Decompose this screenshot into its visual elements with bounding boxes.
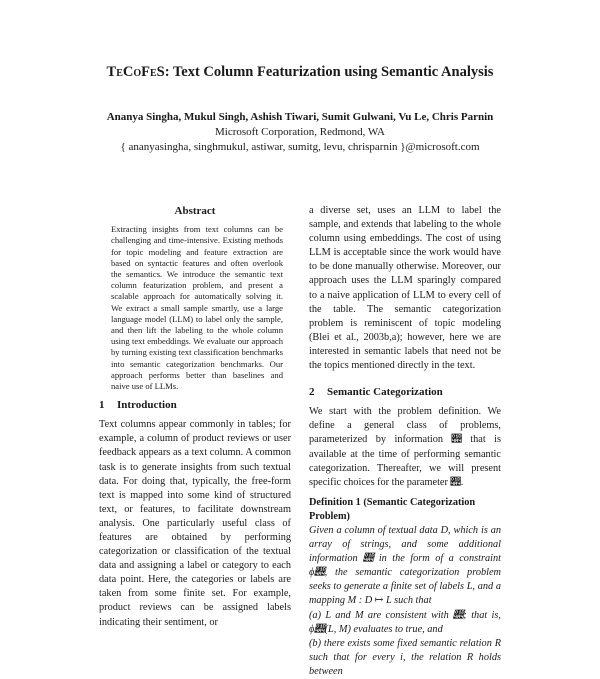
section-1-title: Introduction bbox=[117, 399, 177, 412]
left-column bbox=[99, 204, 291, 630]
abstract-text: Extracting insights from text columns can be challenging and time-intensive. Existing methods for topic modeling and feature extraction are based on syntactic features and often overlook the semantics. We introduce the semantic text column featurization problem, and present a scalable approach for automatically solving it. We extract a small sample smartly, use a large language model (LLM) to label only the sample, and then lift the labeling to the whole column using text embeddings. We evaluate our approach by turning existing text classification benchmarks into semantic categorization benchmarks. Our approach performs better than baselines and naive use of LLMs. bbox=[111, 224, 283, 391]
title-system-name: TeCoFeS bbox=[106, 64, 165, 80]
paper-title bbox=[0, 64, 600, 81]
title-rest: : Text Column Featurization using Semantic Analysis bbox=[164, 64, 494, 80]
section-2-number: 2 bbox=[309, 386, 315, 399]
section-2-paragraph: We start with the problem definition. We define a general class of problems, parameterized by information 𝒤 that is available at the time of performing semantic categorization. Thereafter, we will present specific choices for the parameter 𝒤. bbox=[309, 406, 501, 488]
section-1-number: 1 bbox=[99, 399, 105, 412]
right-column bbox=[309, 204, 501, 679]
definition-condition-b: (b) there exists some fixed semantic relation R such that for every i, the relation R holds between bbox=[309, 637, 501, 677]
abstract-heading: Abstract bbox=[174, 205, 216, 217]
section-2-heading bbox=[309, 385, 501, 399]
definition-body: Given a column of textual data D, which is an array of strings, and some additional information 𝒤 in the form of a constraint ϕ𝒤, the semantic categorization problem seeks to generate a finite set of labels L, and a mapping M : D ↦ L such that bbox=[309, 524, 501, 607]
definition-heading: Definition 1 (Semantic Categorization Problem) bbox=[309, 496, 476, 522]
intro-continued-paragraph: a diverse set, uses an LLM to label the sample, and extends that labeling to the whole column using embeddings. The cost of using LLM is acceptable since the work would have to be done manually otherwise. Moreover, our approach uses the LLM sparingly compared to a naive application of LLM to every cell of the table. The semantic categorization problem is reminiscent of topic modeling (Blei et al., 2003b,a); however, here we are interested in semantic labels that need not be the topics mentioned directly in the text. bbox=[309, 205, 501, 372]
section-2-title: Semantic Categorization bbox=[327, 386, 443, 399]
author-emails: { ananyasingha, singhmukul, astiwar, sumitg, levu, chrisparnin }@microsoft.com bbox=[120, 141, 480, 153]
spacer bbox=[309, 373, 501, 379]
author-list: Ananya Singha, Mukul Singh, Ashish Tiwari, Sumit Gulwani, Vu Le, Chris Parnin bbox=[106, 111, 494, 123]
definition-condition-a: (a) L and M are consistent with 𝒤; that is, ϕ𝒤(L, M) evaluates to true, and bbox=[309, 609, 501, 635]
affiliation: Microsoft Corporation, Redmond, WA bbox=[215, 126, 385, 138]
section-1-heading bbox=[99, 398, 291, 412]
intro-paragraph: Text columns appear commonly in tables; for example, a column of product reviews or user feedback appears as a text column. A common task is to generate insights from such textual data. For doing that, typically, the free-form text is mapped into some kind of structured text, or features, to facilitate downstream analysis. One particularly useful class of features are obtained by performing categorization or classification of the textual data and assigning a label or category to each data point. Here, the categories or labels are taken from some finite set. For example, product reviews can be assigned labels indicating their sentiment, or bbox=[99, 419, 291, 628]
